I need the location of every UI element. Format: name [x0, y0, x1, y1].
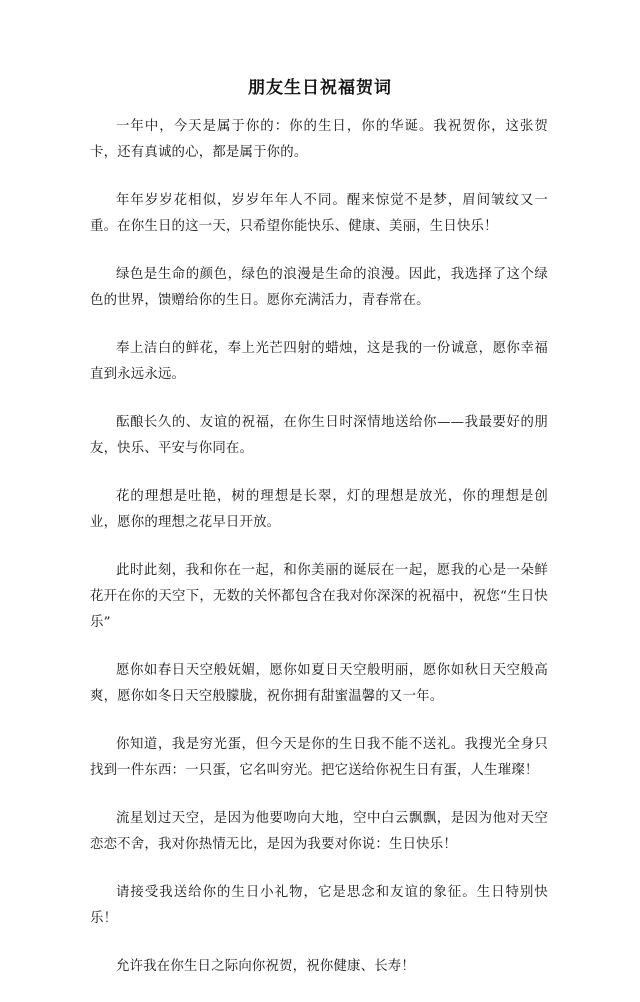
paragraph-10: 流星划过天空，是因为他要吻向大地，空中白云飘飘，是因为他对天空恋恋不舍，我对你热情无比，是因为我要对你说：生日快乐！	[90, 811, 548, 852]
paragraph-8: 愿你如春日天空般妩媚，愿你如夏日天空般明丽，愿你如秋日天空般高爽，愿你如冬日天空般朦胧，祝你拥有甜蜜温馨的又一年。	[90, 663, 548, 704]
paragraph-11: 请接受我送给你的生日小礼物，它是思念和友谊的象征。生日特别快乐！	[90, 885, 548, 926]
paragraph-2: 年年岁岁花相似，岁岁年年人不同。醒来惊觉不是梦，眉间皱纹又一重。在你生日的这一天，只希望你能快乐、健康、美丽，生日快乐！	[90, 193, 548, 234]
paragraph-12: 允许我在你生日之际向你祝贺，祝你健康、长寿！	[116, 959, 415, 974]
paragraph-7: 此时此刻，我和你在一起，和你美丽的诞辰在一起，愿我的心是一朵鲜花开在你的天空下，无数的关怀都包含在我对你深深的祝福中，祝您“生日快乐”	[90, 563, 548, 630]
document-title: 朋友生日祝福贺词	[248, 78, 392, 98]
paragraph-5: 酝酿长久的、友谊的祝福，在你生日时深情地送给你——我最要好的朋友，快乐、平安与你同在。	[90, 415, 548, 456]
document-body	[90, 114, 548, 1002]
paragraph-1: 一年中，今天是属于你的：你的生日，你的华诞。我祝贺你，这张贺卡，还有真诚的心，都是属于你的。	[90, 119, 548, 160]
paragraph-3: 绿色是生命的颜色，绿色的浪漫是生命的浪漫。因此，我选择了这个绿色的世界，馈赠给你的生日。愿你充满活力，青春常在。	[90, 267, 548, 308]
paragraph-6: 花的理想是吐艳，树的理想是长翠，灯的理想是放光，你的理想是创业，愿你的理想之花早日开放。	[90, 489, 548, 530]
paragraph-4: 奉上洁白的鲜花，奉上光芒四射的蜡烛，这是我的一份诚意，愿你幸福直到永远永远。	[90, 341, 548, 382]
paragraph-9: 你知道，我是穷光蛋，但今天是你的生日我不能不送礼。我搜光全身只找到一件东西：一只蛋，它名叫穷光。把它送给你祝生日有蛋，人生璀璨！	[90, 737, 548, 778]
